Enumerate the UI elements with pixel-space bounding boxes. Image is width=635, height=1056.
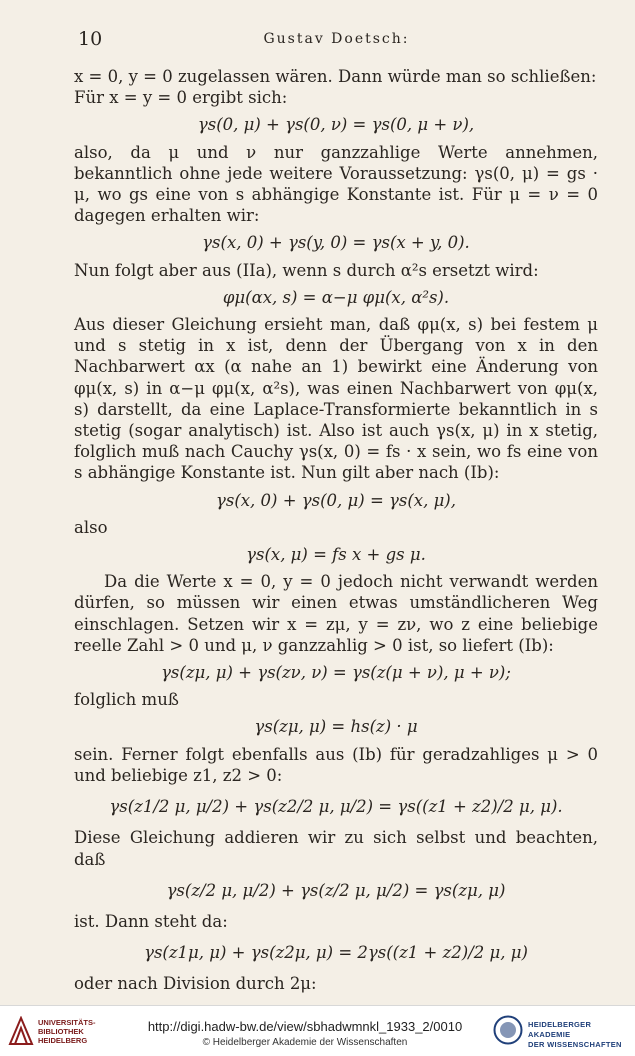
- equation: γs(z/2 μ, μ/2) + γs(z/2 μ, μ/2) = γs(zμ, μ): [166, 880, 506, 900]
- text-line: folglich muß: [74, 690, 179, 710]
- page-header: [78, 28, 595, 54]
- text-line: also: [74, 517, 108, 537]
- text-line: oder nach Division durch 2μ:: [74, 974, 317, 994]
- text-line: Nun folgt aber aus (IIa), wenn s durch α²s ersetzt wird:: [74, 260, 539, 280]
- paragraph: Da die Werte x = 0, y = 0 jedoch nicht verwandt werden dürfen, so müssen wir einen etwas umständlicheren Weg einschlagen. Setzen wir x = zμ, y = zν, wo z eine beliebige reelle Zahl > 0 und μ, ν ganzzahlig > 0 ist, so liefert (Ib):: [74, 572, 598, 655]
- text-line: Für x = y = 0 ergibt sich:: [74, 88, 288, 108]
- copyright-notice: © Heidelberger Akademie der Wissenschaften: [202, 1037, 408, 1048]
- library-logo-icon: [8, 1016, 34, 1046]
- paragraph: also, da μ und ν nur ganzzahlige Werte annehmen, bekanntlich ohne jede weitere Voraussetzung: γs(0, μ) = gs · μ, wo gs eine von s abhängige Konstante ist. Für μ = ν = 0 dagegen erhalten wir:: [74, 142, 598, 226]
- equation: γs(0, μ) + γs(0, ν) = γs(0, μ + ν),: [197, 115, 475, 135]
- paragraph: Aus dieser Gleichung ersieht man, daß φμ(x, s) bei festem μ und s stetig in x ist, denn der Übergang von x in den Nachbarwert αx (α nahe an 1) bewirkt eine Änderung von φμ(x, s) in α−μ φμ(x, α²s), was einen Nachbarwert von φμ(x, s) darstellt, da eine Laplace-Transformierte bekanntlich in s stetig (sogar analytisch) ist. Also ist auch γs(x, μ) in x stetig, folglich muß nach Cauchy γs(x, 0) = fs · x sein, wo fs eine von s abhängige Konstante ist. Nun gilt aber nach (Ib):: [74, 315, 598, 483]
- equation: γs(zμ, μ) + γs(zν, ν) = γs(z(μ + ν), μ + ν);: [161, 663, 511, 683]
- academy-name-line: HEIDELBERGER AKADEMIE: [528, 1020, 592, 1039]
- text-line: ist. Dann steht da:: [74, 911, 228, 931]
- paragraph: sein. Ferner folgt ebenfalls aus (Ib) für geradzahliges μ > 0 und beliebige z1, z2 > 0:: [74, 744, 598, 785]
- equation: γs(z1/2 μ, μ/2) + γs(z2/2 μ, μ/2) = γs((z1 + z2)/2 μ, μ).: [109, 797, 563, 817]
- academy-seal-icon: [493, 1015, 523, 1045]
- body-text: [74, 66, 598, 995]
- library-name: [38, 1018, 96, 1045]
- academy-name: [528, 1020, 635, 1050]
- equation: γs(x, 0) + γs(0, μ) = γs(x, μ),: [215, 490, 456, 510]
- text-line: Diese Gleichung addieren wir zu sich selbst und beachten, daß: [74, 828, 598, 869]
- academy-name-line: DER WISSENSCHAFTEN: [528, 1040, 622, 1049]
- document-url[interactable]: http://digi.hadw-bw.de/view/sbhadwmnkl_1933_2/0010: [147, 1019, 463, 1034]
- equation: γs(zμ, μ) = hs(z) · μ: [254, 717, 418, 737]
- library-name-line: BIBLIOTHEK: [38, 1027, 84, 1036]
- library-name-line: HEIDELBERG: [38, 1036, 88, 1045]
- running-title: Gustav Doetsch:: [263, 31, 410, 47]
- text-line: x = 0, y = 0 zugelassen wären. Dann würde man so schließen:: [74, 67, 597, 86]
- viewer-footer: [0, 1005, 635, 1056]
- library-name-line: UNIVERSITÄTS-: [38, 1018, 96, 1027]
- equation: φμ(αx, s) = α−μ φμ(x, α²s).: [222, 287, 450, 307]
- page-number: 10: [78, 28, 103, 50]
- equation: γs(x, μ) = fs x + gs μ.: [246, 545, 426, 565]
- equation: γs(x, 0) + γs(y, 0) = γs(x + y, 0).: [202, 233, 470, 253]
- equation: γs(z1μ, μ) + γs(z2μ, μ) = 2γs((z1 + z2)/2 μ, μ): [144, 943, 528, 963]
